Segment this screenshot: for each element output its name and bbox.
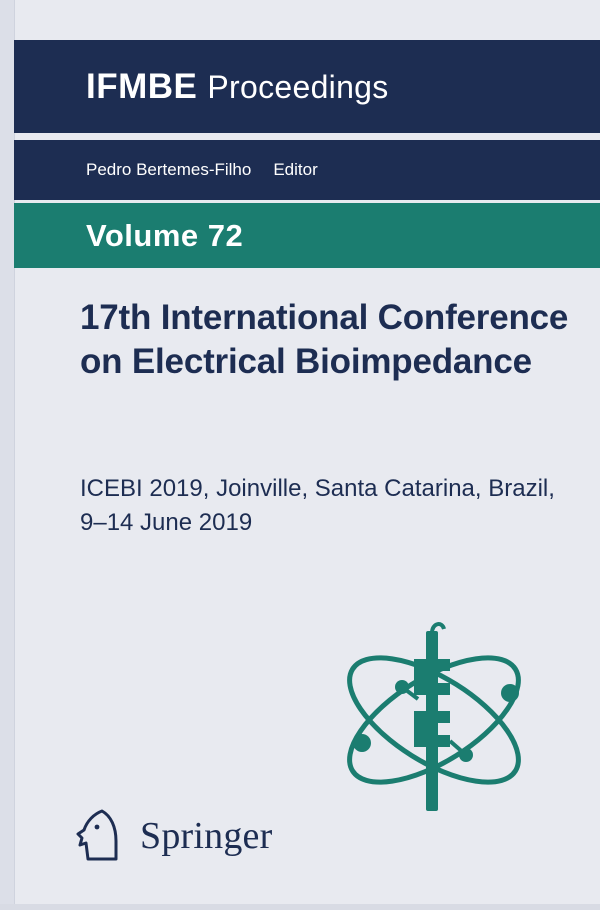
editor-banner: [14, 140, 600, 200]
bioimpedance-atom-emblem: [314, 615, 554, 825]
series-acronym: IFMBE: [86, 66, 198, 106]
series-name: Proceedings: [207, 68, 389, 105]
series-banner: [14, 40, 600, 133]
cover-bottom-edge: [0, 904, 600, 910]
book-title: 17th International Conference on Electrical Bioimpedance: [80, 298, 569, 382]
series-banner-text: [86, 67, 389, 107]
volume-banner: [14, 203, 600, 268]
cover-spine-strip: [0, 0, 15, 910]
editor-line: [86, 160, 318, 180]
cover-content: [14, 0, 600, 910]
publisher-name: Springer: [140, 815, 273, 857]
book-subtitle: ICEBI 2019, Joinville, Santa Catarina, Brazil, 9–14 June 2019: [80, 475, 555, 537]
springer-horse-icon: [74, 807, 128, 865]
publisher-logo: [74, 807, 272, 865]
volume-label: Volume 72: [86, 217, 244, 253]
editor-role: Editor: [273, 160, 318, 179]
editor-name: Pedro Bertemes-Filho: [86, 160, 252, 179]
